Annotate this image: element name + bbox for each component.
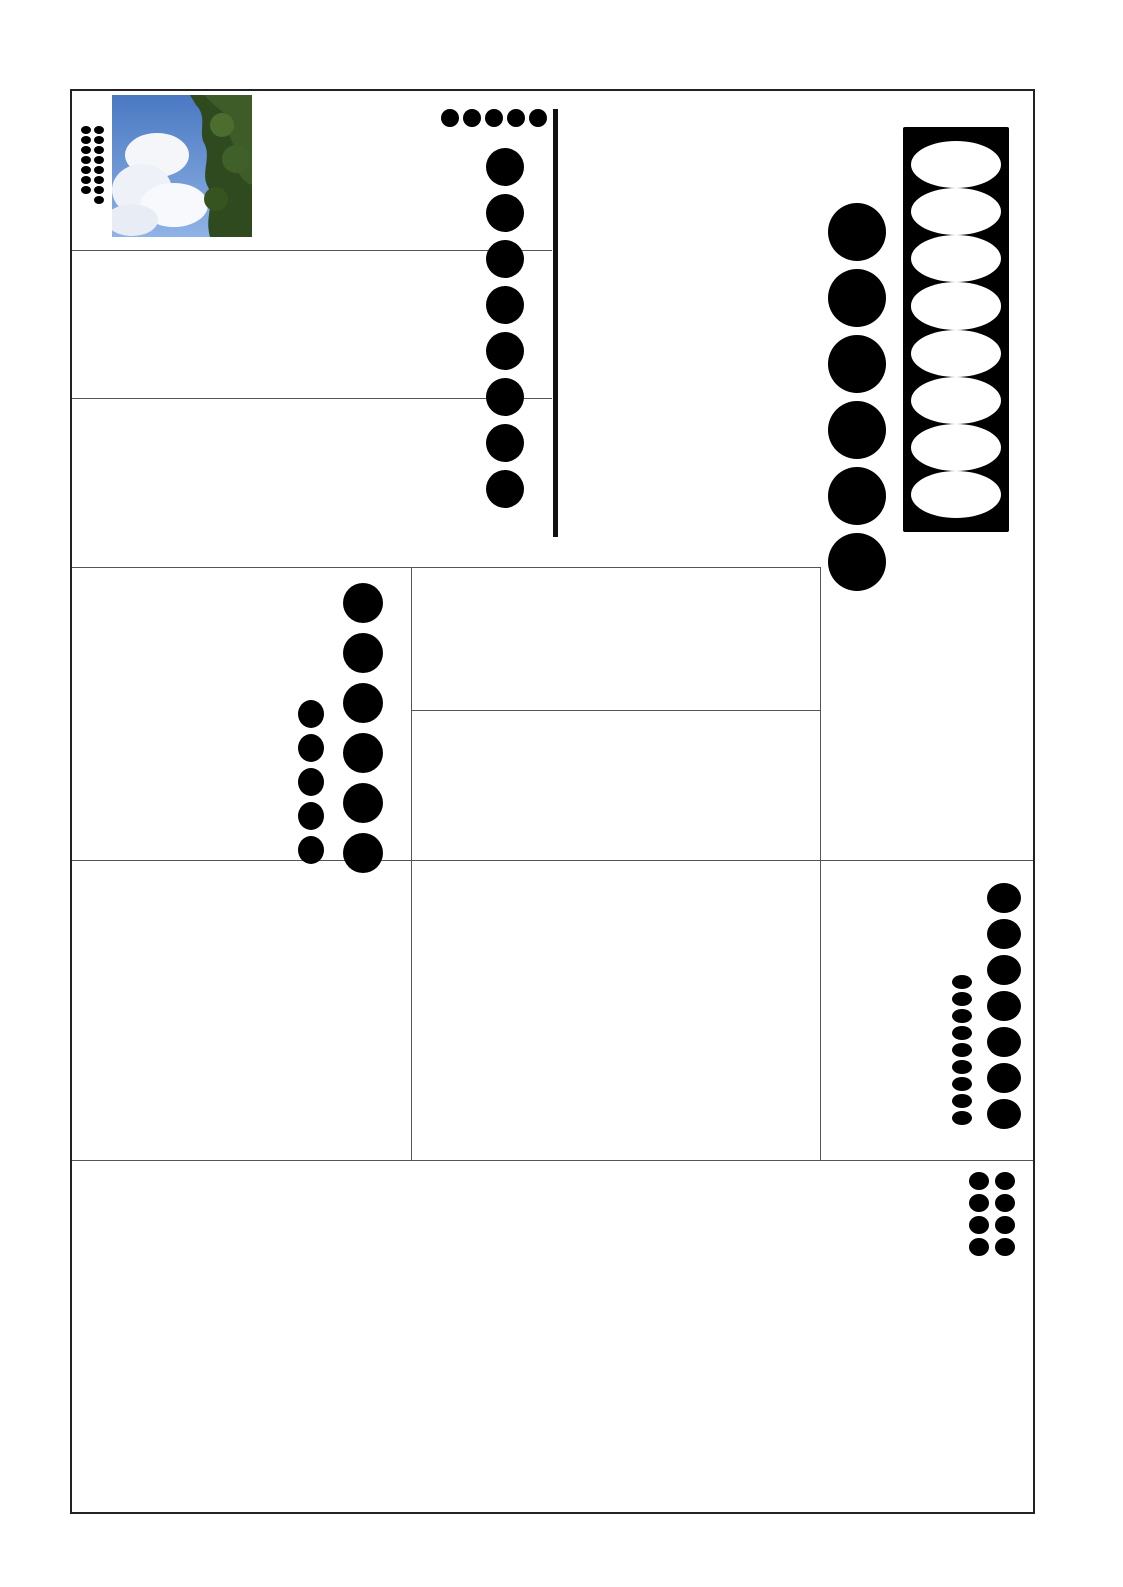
article-text-column xyxy=(80,716,290,856)
caption-glyph-column xyxy=(81,126,91,194)
headline-glyph xyxy=(995,1216,1015,1234)
headline-glyph xyxy=(969,1194,989,1212)
lead-subheadline xyxy=(822,203,892,591)
article-text-column xyxy=(418,866,616,1156)
sky-and-trees-image xyxy=(112,95,252,237)
section-divider xyxy=(72,398,552,399)
headline-glyph-column xyxy=(995,1172,1015,1256)
headline-glyph xyxy=(987,1099,1021,1129)
caption-glyph xyxy=(81,186,91,194)
article-text-column xyxy=(742,108,822,548)
headline-glyph xyxy=(343,683,383,723)
caption-glyph xyxy=(81,126,91,134)
article-text-column xyxy=(351,108,437,248)
caption-glyph xyxy=(94,126,104,134)
headline-glyph xyxy=(298,700,324,728)
middle-headline xyxy=(340,583,386,873)
headline-glyph xyxy=(911,424,1001,471)
right-middle-headline xyxy=(984,883,1024,1129)
upper-kicker xyxy=(441,109,547,127)
headline-glyph xyxy=(987,1063,1021,1093)
article-text-column xyxy=(826,570,1026,856)
headline-glyph xyxy=(995,1194,1015,1212)
headline-glyph xyxy=(343,783,383,823)
middle-subheadline xyxy=(296,700,326,864)
headline-glyph xyxy=(486,148,524,186)
headline-glyph xyxy=(343,583,383,623)
headline-glyph xyxy=(995,1238,1015,1256)
column-divider xyxy=(411,567,412,1160)
caption-glyph xyxy=(94,136,104,144)
caption-glyph xyxy=(94,196,104,204)
headline-glyph xyxy=(529,109,547,127)
caption-glyph xyxy=(81,176,91,184)
article-text-column xyxy=(80,866,406,1006)
headline-glyph xyxy=(343,633,383,673)
article-text-column xyxy=(418,570,610,706)
headline-glyph xyxy=(987,919,1021,949)
caption-glyph xyxy=(94,176,104,184)
headline-glyph xyxy=(987,991,1021,1021)
caption-glyph xyxy=(94,166,104,174)
headline-glyph xyxy=(828,401,886,459)
headline-glyph xyxy=(995,1172,1015,1190)
headline-glyph xyxy=(828,269,886,327)
headline-glyph xyxy=(828,335,886,393)
caption-glyph xyxy=(81,156,91,164)
caption-glyph xyxy=(94,156,104,164)
section-divider xyxy=(411,710,820,711)
article-text-column xyxy=(256,108,348,248)
headline-glyph xyxy=(911,377,1001,424)
article-text-column xyxy=(842,866,978,1156)
article-text-column xyxy=(614,570,814,706)
caption-glyph xyxy=(81,146,91,154)
article-text-column xyxy=(80,402,348,562)
headline-rule xyxy=(553,109,558,537)
headline-glyph xyxy=(828,203,886,261)
article-text-column xyxy=(642,1166,828,1506)
section-divider xyxy=(72,1160,1033,1161)
article-text-column xyxy=(351,254,551,394)
article-text-column xyxy=(566,108,658,558)
headline-glyph xyxy=(298,836,324,864)
article-text-column xyxy=(660,108,740,558)
headline-glyph xyxy=(828,467,886,525)
headline-glyph xyxy=(298,802,324,830)
headline-glyph xyxy=(911,282,1001,329)
headline-glyph xyxy=(507,109,525,127)
headline-glyph xyxy=(463,109,481,127)
section-divider xyxy=(411,860,1033,861)
lead-headline-bar xyxy=(903,127,1009,532)
headline-glyph xyxy=(969,1172,989,1190)
article-text-column xyxy=(830,1166,960,1506)
headline-glyph xyxy=(485,109,503,127)
article-text-column xyxy=(80,1166,264,1506)
article-text-column xyxy=(80,254,348,394)
section-divider xyxy=(72,250,552,251)
headline-glyph xyxy=(298,734,324,762)
headline-glyph xyxy=(486,194,524,232)
headline-glyph-column xyxy=(969,1172,989,1256)
news-photo xyxy=(112,95,252,237)
headline-glyph xyxy=(969,1216,989,1234)
headline-glyph xyxy=(911,471,1001,518)
article-text-column xyxy=(351,402,551,562)
article-text-column xyxy=(418,716,814,856)
headline-glyph xyxy=(911,188,1001,235)
headline-glyph xyxy=(441,109,459,127)
headline-glyph xyxy=(987,883,1021,913)
bottom-right-headline xyxy=(969,1172,1019,1256)
article-text-column xyxy=(80,570,290,710)
section-divider xyxy=(72,567,820,568)
photo-caption xyxy=(81,126,109,204)
article-text-column xyxy=(268,1166,448,1506)
article-text-column xyxy=(620,866,838,1156)
headline-glyph xyxy=(343,733,383,773)
headline-glyph xyxy=(911,235,1001,282)
caption-glyph xyxy=(81,136,91,144)
caption-glyph-column xyxy=(94,126,104,204)
caption-glyph xyxy=(94,146,104,154)
caption-glyph xyxy=(94,186,104,194)
headline-glyph xyxy=(987,955,1021,985)
article-text-column xyxy=(80,1012,406,1156)
headline-glyph xyxy=(911,330,1001,377)
headline-glyph xyxy=(911,141,1001,188)
headline-glyph xyxy=(298,768,324,796)
caption-glyph xyxy=(81,166,91,174)
article-text-column xyxy=(452,1166,638,1506)
headline-glyph xyxy=(969,1238,989,1256)
headline-glyph xyxy=(987,1027,1021,1057)
